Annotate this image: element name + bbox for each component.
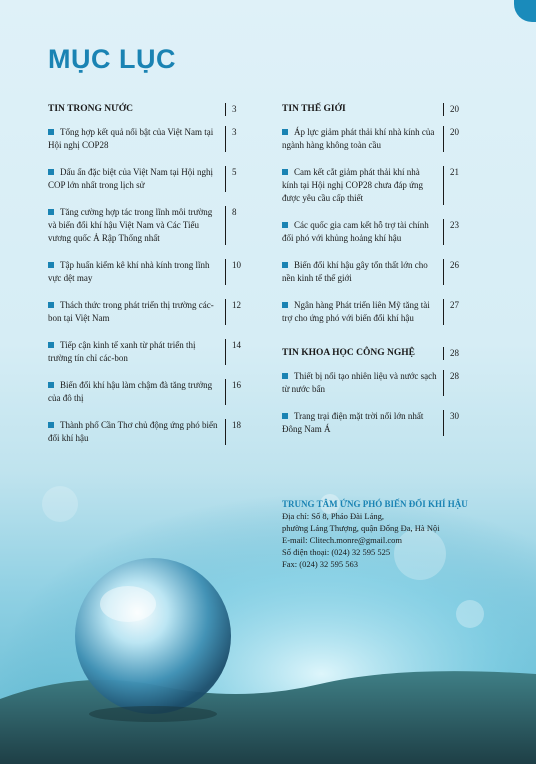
- square-bullet-icon: [282, 262, 288, 268]
- toc-item[interactable]: [282, 259, 474, 285]
- toc-section-heading: [282, 347, 474, 360]
- toc-item[interactable]: [48, 166, 256, 192]
- toc-item[interactable]: [282, 410, 474, 436]
- toc-item[interactable]: [48, 126, 256, 152]
- toc-item-title: Dấu ấn đặc biệt của Việt Nam tại Hội nghị COP lớn nhất trong lịch sử: [48, 167, 213, 190]
- square-bullet-icon: [282, 169, 288, 175]
- corner-tab: [514, 0, 536, 22]
- square-bullet-icon: [282, 302, 288, 308]
- toc-item[interactable]: [282, 370, 474, 396]
- square-bullet-icon: [48, 302, 54, 308]
- page-number: 8: [225, 206, 256, 245]
- toc-item-title: Tiếp cận kinh tế xanh từ phát triển thị trường tín chỉ các-bon: [48, 340, 196, 363]
- toc-item[interactable]: [282, 166, 474, 205]
- toc-section-heading: [48, 103, 256, 116]
- phone-line: Số điện thoại: (024) 32 595 525: [282, 547, 391, 557]
- fax-line: Fax: (024) 32 595 563: [282, 559, 359, 569]
- page-number: 14: [225, 339, 256, 365]
- toc-item-title: Tăng cường hợp tác trong lĩnh môi trường và biến đổi khí hậu Việt Nam và Các Tiểu vương quốc Ả Rập Thống nhất: [48, 207, 213, 243]
- page-number: 28: [443, 347, 474, 360]
- toc-item-title: Cam kết cắt giảm phát thải khí nhà kính tại Hội nghị COP28 chưa đáp ứng được yêu cầu cấp thiết: [282, 167, 423, 203]
- square-bullet-icon: [282, 129, 288, 135]
- page-number: 20: [443, 126, 474, 152]
- toc-item[interactable]: [48, 299, 256, 325]
- page-number: 18: [225, 419, 256, 445]
- toc-column-world: [282, 103, 474, 436]
- toc-item[interactable]: [48, 206, 256, 245]
- address-line: phường Láng Thượng, quận Đống Đa, Hà Nội: [282, 523, 440, 533]
- page-number: 27: [443, 299, 474, 325]
- page-number: 23: [443, 219, 474, 245]
- address-line: Địa chỉ: Số 8, Pháo Đài Láng,: [282, 511, 384, 521]
- toc-item-title: Biến đổi khí hậu làm chậm đà tăng trưởng của đô thị: [48, 380, 213, 403]
- toc-item[interactable]: [48, 339, 256, 365]
- toc-item-title: Áp lực giảm phát thải khí nhà kính của ngành hàng không toàn cầu: [282, 127, 435, 150]
- page-number: 16: [225, 379, 256, 405]
- page-number: 30: [443, 410, 474, 436]
- square-bullet-icon: [48, 169, 54, 175]
- toc-item[interactable]: [282, 219, 474, 245]
- page-number: 3: [225, 126, 256, 152]
- organization-name: TRUNG TÂM ỨNG PHÓ BIẾN ĐỔI KHÍ HẬU: [282, 499, 468, 509]
- toc-item[interactable]: [48, 259, 256, 285]
- page-number: 3: [225, 103, 256, 116]
- square-bullet-icon: [48, 422, 54, 428]
- toc-item[interactable]: [282, 299, 474, 325]
- square-bullet-icon: [282, 413, 288, 419]
- toc-item-title: Tổng hợp kết quả nổi bật của Việt Nam tại Hội nghị COP28: [48, 127, 214, 150]
- page-number: 12: [225, 299, 256, 325]
- page-number: 10: [225, 259, 256, 285]
- section-title: TIN KHOA HỌC CÔNG NGHỆ: [282, 348, 416, 358]
- toc-item-title: Các quốc gia cam kết hỗ trợ tài chính đối phó với khủng hoảng khí hậu: [282, 220, 429, 243]
- toc-item-title: Trang trại điện mặt trời nổi lớn nhất Đông Nam Á: [282, 411, 424, 434]
- section-title: TIN THẾ GIỚI: [282, 104, 346, 114]
- toc-item-title: Tập huấn kiểm kê khí nhà kính trong lĩnh vực dệt may: [48, 260, 210, 283]
- toc-section-heading: [282, 103, 474, 116]
- toc-item[interactable]: [282, 126, 474, 152]
- section-title: TIN TRONG NƯỚC: [48, 104, 133, 114]
- toc-item-title: Thành phố Cần Thơ chủ động ứng phó biến đổi khí hậu: [48, 420, 218, 443]
- square-bullet-icon: [282, 373, 288, 379]
- toc-item-title: Thách thức trong phát triển thị trường các-bon tại Việt Nam: [48, 300, 214, 323]
- toc-item-title: Ngân hàng Phát triển liên Mỹ tăng tài trợ cho ứng phó với biến đổi khí hậu: [282, 300, 430, 323]
- square-bullet-icon: [282, 222, 288, 228]
- toc-column-domestic: [48, 103, 256, 445]
- page-title: MỤC LỤC: [48, 44, 176, 74]
- toc-item[interactable]: [48, 419, 256, 445]
- square-bullet-icon: [48, 209, 54, 215]
- square-bullet-icon: [48, 342, 54, 348]
- square-bullet-icon: [48, 129, 54, 135]
- toc-item-title: Thiết bị nổi tạo nhiên liệu và nước sạch từ nước bẩn: [282, 371, 437, 394]
- page-number: 26: [443, 259, 474, 285]
- page-number: 20: [443, 103, 474, 116]
- contact-block: [282, 498, 468, 570]
- email-line: E-mail: Clitech.monre@gmail.com: [282, 535, 402, 545]
- toc-item[interactable]: [48, 379, 256, 405]
- page-number: 28: [443, 370, 474, 396]
- page-number: 5: [225, 166, 256, 192]
- toc-item-title: Biến đổi khí hậu gây tổn thất lớn cho nền kinh tế thế giới: [282, 260, 428, 283]
- square-bullet-icon: [48, 382, 54, 388]
- square-bullet-icon: [48, 262, 54, 268]
- page-number: 21: [443, 166, 474, 205]
